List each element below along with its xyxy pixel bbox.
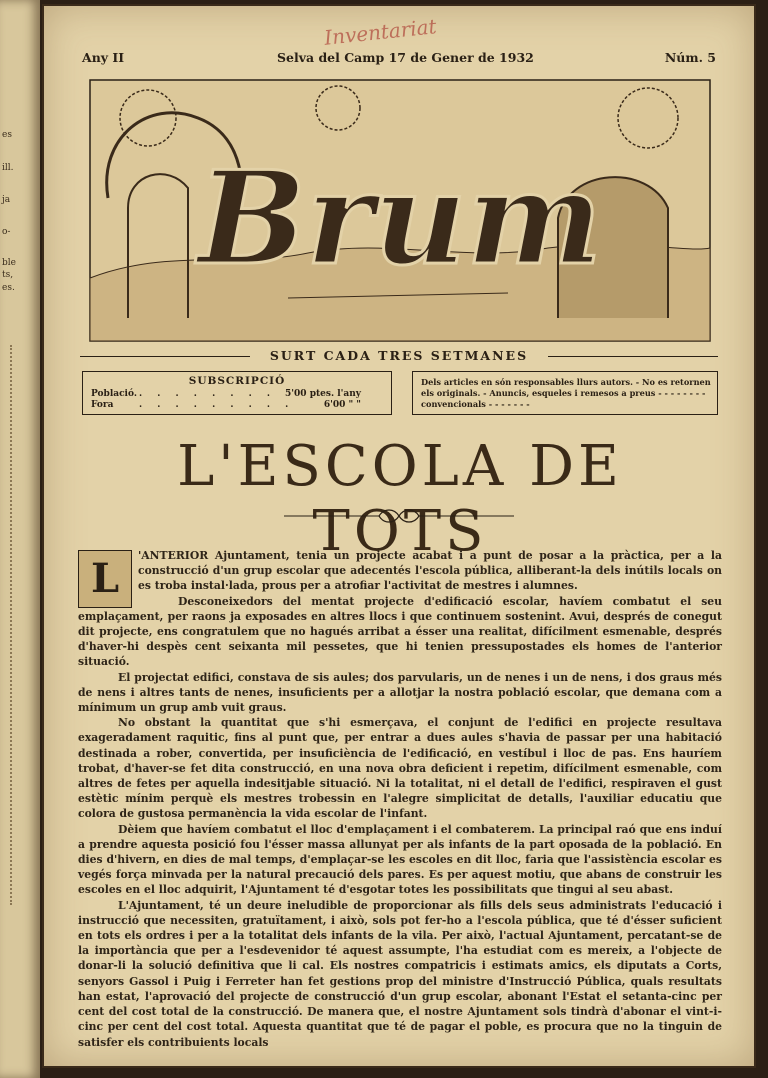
leader-dots: . . . . . . . . . bbox=[139, 400, 295, 410]
article-paragraph: L'Ajuntament, té un deure ineludible de proporcionar als fills dels seus administrats l'educació i instrucció que necessiten, gratuïtament, i això, sols pot fer-ho a l'escola pública, que té d'ésser suficient en tots els ordres i per a la totalitat dels infants de la vila. Per això, l'actual Ajuntament, percatant-se de la importància que per a l'esdevenidor té aquest assumpte, l'ha estudiat com es mereix, a l'objecte de donar-li la solució definitiva que li cal. Els nostres compatricis i estimats amics, els diputats a Corts, senyors Gassol i Puig i Ferreter han fet gestions prop del ministre d'Instrucció Pública, quals resultats han estat, l'aprovació del projecte de construcció d'un grup escolar, abonant l'Estat el setanta-cinc per cent del cost total de la construcció. De manera que, el nostre Ajuntament sols tindrà d'abonar el vint-i-cinc per cent del cost total. Aquesta quantitat que té de pagar el poble, es procura que no la tinguin de satisfer els contribuients locals bbox=[78, 898, 722, 1049]
issue-year: Any II bbox=[82, 50, 125, 65]
left-page-fragment: es. bbox=[2, 283, 15, 293]
left-page-fragment: ble bbox=[2, 258, 16, 268]
article-paragraph: No obstant la quantitat que s'hi esmerçava, el conjunt de l'edifici en projecte resultava exageradament raquitic, fins al punt que, per entrar a dues aules s'havia de passar per una habitació destinada a rober, convertida, per insuficiència de l'edificació, en vestíbul i lloc de pas. Ens hauríem trobat, d'haver-se fet dita construcció, en una nova obra deficient i repetim, difícilment esmenable, com altres de fetes per aquella indesitjable situació. Ni la totalitat, ni el detall de l'edifici, respiraven el gust estètic mínim perquè els mestres trobessin en l'alegre simplicitat de detalls, l'auxiliar educatiu que colora de gustosa permanència la vida escolar de l'infant. bbox=[78, 716, 722, 821]
masthead-title: Brum bbox=[197, 144, 603, 294]
subscription-title: SUBSCRIPCIÓ bbox=[188, 375, 286, 387]
left-page-fragment: ill. bbox=[2, 163, 14, 173]
drop-cap: L bbox=[78, 550, 132, 608]
subscription-box bbox=[82, 371, 392, 415]
article-paragraph: Desconeixedors del mentat projecte d'edificació escolar, havíem combatut el seu emplaçament, per raons ja exposades en altres llocs i que continuem sostenint. Avui, després de conegut dit projecte, ens congratulem que no hagués arribat a ésser una realitat, difícilment esmenable, després d'haver-hi despès cent seixanta mil pessetes, que hi tenien pressupostades els homes de l'anterior situació. bbox=[78, 594, 722, 669]
editorial-notice: Dels articles en són responsables llurs autors. - No es retornen els originals. - Anuncis, esqueles i remesos a preus - - - - - - - - convencionals - - - - - - - bbox=[412, 371, 718, 415]
leader-dots: . . . . . . . . bbox=[139, 389, 276, 399]
subscription-price: 5'00 ptes. l'any bbox=[285, 389, 361, 399]
adjacent-page-edge bbox=[0, 0, 40, 1078]
publication-frequency bbox=[80, 348, 718, 364]
left-page-fragment: es bbox=[2, 130, 12, 140]
masthead-illustration bbox=[88, 78, 712, 343]
subscription-label: Població. bbox=[91, 389, 137, 399]
issue-number: Núm. 5 bbox=[664, 50, 716, 65]
ornament-divider-icon bbox=[284, 506, 514, 526]
issue-header bbox=[82, 50, 716, 70]
newspaper-page bbox=[44, 6, 754, 1066]
left-page-fragment: o- bbox=[2, 227, 11, 237]
issue-place-date: Selva del Camp 17 de Gener de 1932 bbox=[277, 50, 534, 65]
article-body bbox=[78, 548, 722, 1050]
left-page-fragment: ja bbox=[2, 195, 11, 205]
handwritten-stamp: Inventariat bbox=[323, 14, 438, 50]
subscription-price: 6'00 " " bbox=[323, 400, 361, 410]
left-page-ornament bbox=[2, 345, 12, 905]
article-paragraph: Dèiem que havíem combatut el lloc d'emplaçament i el combaterem. La principal raó que ens induí a prendre aquesta posició fou l'ésser massa allunyat per als infants de la part oposada de la població. En dies d'hivern, en dies de mal temps, d'emplaçar-se les escoles en dit lloc, faria que l'assistència escolar es vegés força minvada per la natural precaució dels pares. Es per aquest motiu, que abans de construir les escoles en el lloc adquirit, l'Ajuntament té d'esgotar totes les possibilitats que tingui al seu abast. bbox=[78, 822, 722, 897]
tagline-text: SURT CADA TRES SETMANES bbox=[269, 348, 529, 363]
article-paragraph: El projectat edifici, constava de sis aules; dos parvularis, un de nenes i un de nens, i dos graus més de nens i altres tants de nenes, insuficients per a allotjar la nostra població escolar, que demana com a mínimum un grup amb vuit graus. bbox=[78, 670, 722, 715]
article-headline: L'ESCOLA DE TOTS bbox=[177, 434, 623, 564]
subscription-label: Fora bbox=[91, 400, 114, 410]
left-page-fragment: ts, bbox=[2, 270, 14, 280]
article-paragraph: 'ANTERIOR Ajuntament, tenia un projecte acabat i a punt de posar a la pràctica, per a la construcció d'un grup escolar que adecentés l'escola pública, alliberant-la dels inútils locals on es troba instal·lada, prous per a atrofiar l'activitat de mestres i alumnes. bbox=[138, 549, 722, 593]
